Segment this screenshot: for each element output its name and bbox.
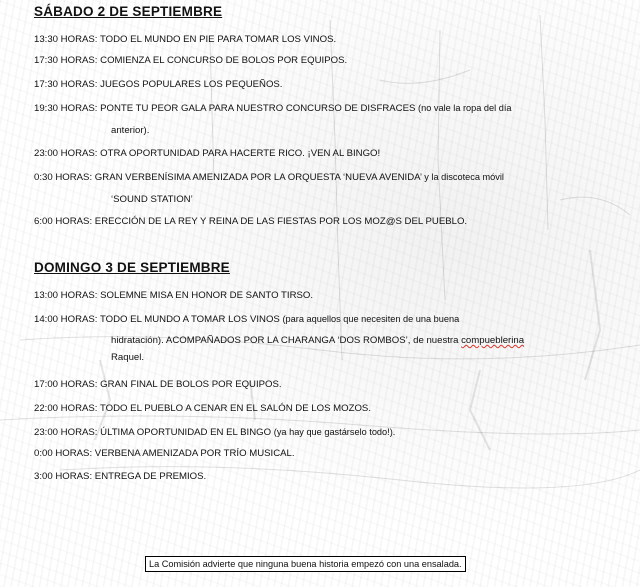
entry-time: 6:00 HORAS: — [34, 216, 93, 227]
saturday-entry — [34, 211, 609, 233]
sunday-entry — [34, 466, 609, 488]
sunday-entry — [34, 421, 609, 444]
entry-note: (no vale la ropa del día — [418, 103, 512, 113]
entry-time: 17:30 HORAS: — [34, 79, 98, 90]
saturday-entry — [34, 29, 609, 51]
entry-text: ÚLTIMA OPORTUNIDAD EN EL BINGO — [100, 427, 272, 438]
entry-text: TODO EL PUEBLO A CENAR EN EL SALÓN DE LOS MOZOS. — [99, 403, 371, 414]
saturday-entry — [34, 74, 609, 96]
entry-text: OTRA OPORTUNIDAD PARA HACERTE RICO. ¡VEN AL BINGO! — [100, 148, 381, 159]
sunday-entry — [34, 398, 609, 420]
entry-time: 17:30 HORAS: — [34, 55, 98, 66]
entry-time: 0:00 HORAS: — [34, 448, 93, 459]
commission-notice: La Comisión advierte que ninguna buena historia empezó con una ensalada. — [145, 556, 466, 572]
entry-text: COMIENZA EL CONCURSO DE BOLOS POR EQUIPOS. — [100, 55, 348, 66]
saturday-entry — [34, 166, 609, 211]
entry-note: (para aquellos que necesiten de una buena — [282, 314, 460, 324]
sunday-entry — [34, 374, 609, 396]
entry-text: ERECCIÓN DE LA REY Y REINA DE LAS FIESTAS POR LOS MOZ@S DEL PUEBLO. — [94, 216, 468, 227]
entry-text: TODO EL MUNDO EN PIE PARA TOMAR LOS VINOS. — [99, 34, 337, 45]
entry-time: 17:00 HORAS: — [34, 379, 98, 390]
entry-text: TODO EL MUNDO A TOMAR LOS VINOS — [99, 314, 280, 325]
entry-note: (ya hay que gastárselo todo!). — [273, 427, 396, 437]
entry-text: PONTE TU PEOR GALA PARA NUESTRO CONCURSO DE DISFRACES — [100, 103, 416, 114]
entry-continuation — [34, 331, 609, 351]
entry-note: y la discoteca móvil — [424, 172, 504, 182]
entry-text: GRAN FINAL DE BOLOS POR EQUIPOS. — [100, 379, 282, 390]
saturday-heading: SÁBADO 2 DE SEPTIEMBRE — [34, 4, 223, 19]
entry-time: 23:00 HORAS: — [34, 427, 98, 438]
sunday-entry — [34, 285, 609, 307]
saturday-entry — [34, 50, 609, 72]
saturday-entry — [34, 97, 609, 142]
saturday-entry — [34, 143, 609, 165]
entry-time: 19:30 HORAS: — [34, 103, 98, 114]
spellcheck-flagged-word: compueblerina — [461, 335, 525, 346]
entry-text: ENTREGA DE PREMIOS. — [94, 471, 207, 482]
entry-time: 14:00 HORAS: — [34, 314, 98, 325]
entry-text: SOLEMNE MISA EN HONOR DE SANTO TIRSO. — [100, 290, 314, 301]
entry-continuation: anterior). — [111, 125, 150, 136]
entry-text: JUEGOS POPULARES LOS PEQUEÑOS. — [100, 79, 283, 90]
sunday-entry — [34, 308, 609, 365]
sunday-heading: DOMINGO 3 DE SEPTIEMBRE — [34, 260, 230, 275]
entry-time: 22:00 HORAS: — [34, 403, 98, 414]
entry-continuation: Raquel. — [111, 352, 145, 363]
entry-text: GRAN VERBENÍSIMA AMENIZADA POR LA ORQUESTA ‘NUEVA AVENIDA’ — [94, 172, 422, 183]
entry-time: 13:00 HORAS: — [34, 290, 98, 301]
sunday-entry — [34, 443, 609, 465]
entry-time: 13:30 HORAS: — [34, 34, 98, 45]
entry-continuation: ‘SOUND STATION’ — [111, 194, 193, 205]
entry-text: VERBENA AMENIZADA POR TRÍO MUSICAL. — [94, 448, 295, 459]
entry-time: 3:00 HORAS: — [34, 471, 93, 482]
entry-time: 23:00 HORAS: — [34, 148, 98, 159]
entry-continuation-text: hidratación). ACOMPAÑADOS POR LA CHARANGA ‘DOS ROMBOS’, de nuestra — [111, 335, 459, 346]
entry-time: 0:30 HORAS: — [34, 172, 93, 183]
